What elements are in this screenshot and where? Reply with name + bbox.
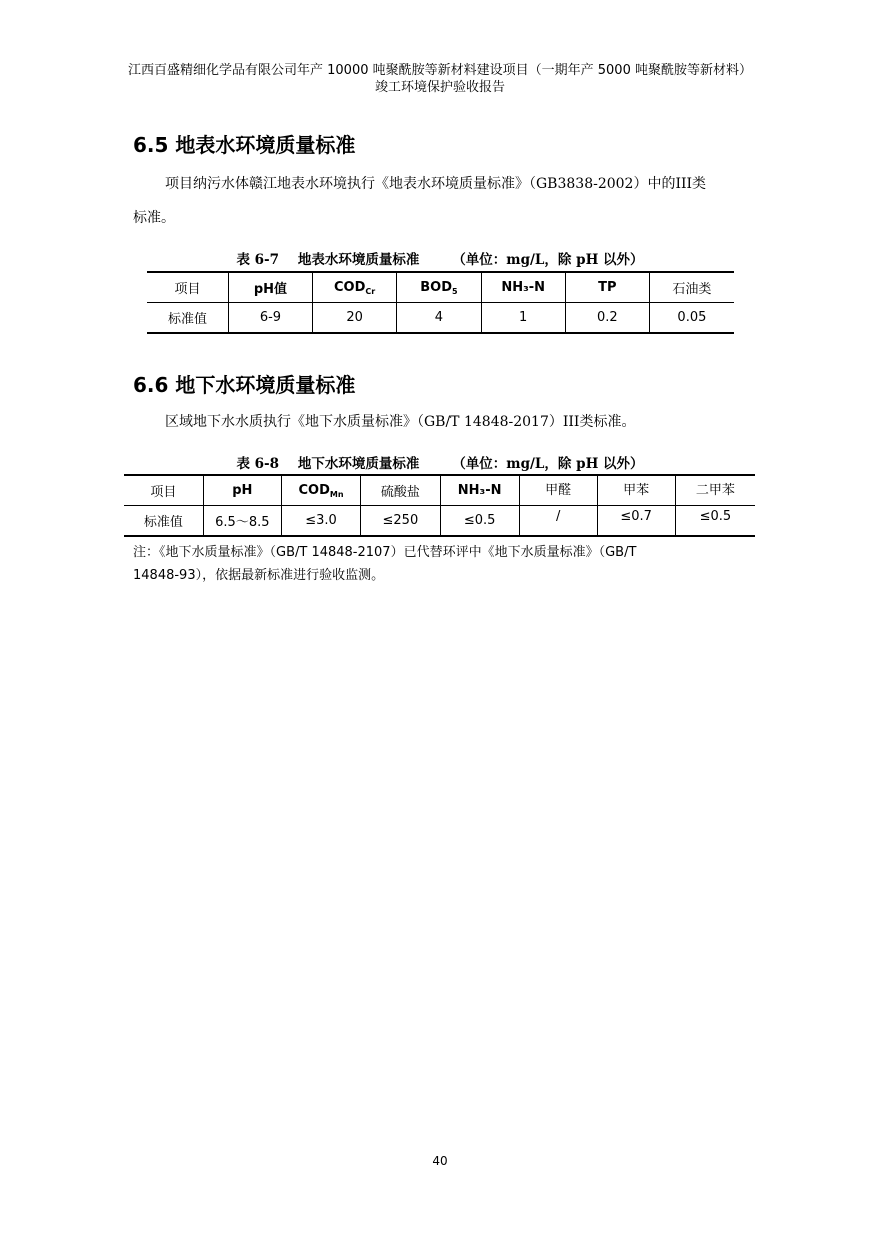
value-cell-xylene: ≤0.5	[675, 506, 755, 537]
page-number: 40	[432, 1154, 448, 1168]
header-cell-tp: TP	[565, 272, 649, 303]
table-6-8	[124, 474, 755, 537]
value-cell-toluene: ≤0.7	[597, 506, 675, 537]
table-header-row	[147, 272, 734, 303]
value-cell-nh3n: ≤0.5	[440, 506, 519, 537]
header-cell-item: 项目	[147, 272, 228, 303]
header-cell-bod	[397, 272, 481, 303]
header-cell-nh3n: NH₃-N	[481, 272, 565, 303]
table-header-row	[124, 475, 755, 506]
note-line-1: 注：《地下水质量标准》（GB/T 14848-2107）已代替环评中《地下水质量标准》（GB/T	[133, 545, 637, 560]
table-6-8-caption-unit: （单位：mg/L，除 pH 以外）	[452, 456, 644, 472]
value-cell-bod: 4	[397, 303, 481, 334]
value-cell-nh3n: 1	[481, 303, 565, 334]
section-6-5-heading: 6.5 地表水环境质量标准	[133, 133, 356, 157]
header-cell-cod	[312, 272, 396, 303]
bod-subscript: 5	[452, 286, 458, 296]
value-cell-formaldehyde: /	[519, 506, 597, 537]
value-cell-cod: ≤3.0	[281, 506, 360, 537]
value-cell-tp: 0.2	[565, 303, 649, 334]
bod-text: BOD	[420, 279, 453, 295]
table-6-7-caption-number: 表 6-7	[236, 252, 280, 268]
header-cell-xylene: 二甲苯	[675, 475, 755, 506]
header-line-1: 江西百盛精细化学品有限公司年产 10000 吨聚酰胺等新材料建设项目（一期年产 5000 吨聚酰胺等新材料）	[128, 63, 752, 78]
header-cell-oil: 石油类	[649, 272, 734, 303]
section-6-6-heading: 6.6 地下水环境质量标准	[133, 373, 356, 397]
table-row	[124, 506, 755, 537]
table-6-7-caption	[0, 248, 880, 268]
table-6-7	[147, 271, 734, 334]
cod-text: COD	[334, 279, 366, 295]
cod-text: COD	[298, 482, 330, 498]
cod-subscript: Mn	[329, 489, 344, 499]
table-6-7-caption-title: 地表水环境质量标准	[297, 252, 420, 268]
value-cell-oil: 0.05	[649, 303, 734, 334]
value-cell-cod: 20	[312, 303, 396, 334]
table-6-8-caption-title: 地下水环境质量标准	[297, 456, 420, 472]
row-label-cell: 标准值	[143, 515, 183, 530]
table-6-8-caption	[0, 452, 880, 472]
header-line-2: 竣工环境保护验收报告	[374, 80, 505, 95]
header-cell-ph: pH	[203, 475, 281, 506]
table-row	[147, 303, 734, 334]
section-6-5-paragraph-line-1: 项目纳污水体赣江地表水环境执行《地表水环境质量标准》（GB3838-2002）中的III类	[165, 176, 707, 192]
header-cell-ph: pH值	[228, 272, 312, 303]
table-6-7-caption-unit: （单位：mg/L，除 pH 以外）	[452, 252, 644, 268]
header-cell-cod	[281, 475, 360, 506]
value-cell-sulfate: ≤250	[361, 506, 440, 537]
row-label-cell: 标准值	[167, 312, 207, 327]
header-cell-nh3n: NH₃-N	[440, 475, 519, 506]
page-header	[0, 62, 880, 96]
cod-subscript: Cr	[365, 286, 376, 296]
note-line-2: 14848-93），依据最新标准进行验收监测。	[133, 568, 385, 583]
header-cell-formaldehyde: 甲醛	[519, 475, 597, 506]
header-cell-toluene: 甲苯	[597, 475, 675, 506]
table-6-8-caption-number: 表 6-8	[236, 456, 280, 472]
header-cell-sulfate: 硫酸盐	[361, 475, 440, 506]
section-6-5-paragraph-line-2: 标准。	[133, 210, 175, 226]
section-6-6-paragraph: 区域地下水水质执行《地下水质量标准》（GB/T 14848-2017）III类标准。	[165, 414, 636, 430]
value-cell-ph: 6.5～8.5	[203, 506, 281, 537]
header-cell-item: 项目	[124, 475, 203, 506]
table-note	[133, 541, 753, 587]
value-cell-ph: 6-9	[228, 303, 312, 334]
